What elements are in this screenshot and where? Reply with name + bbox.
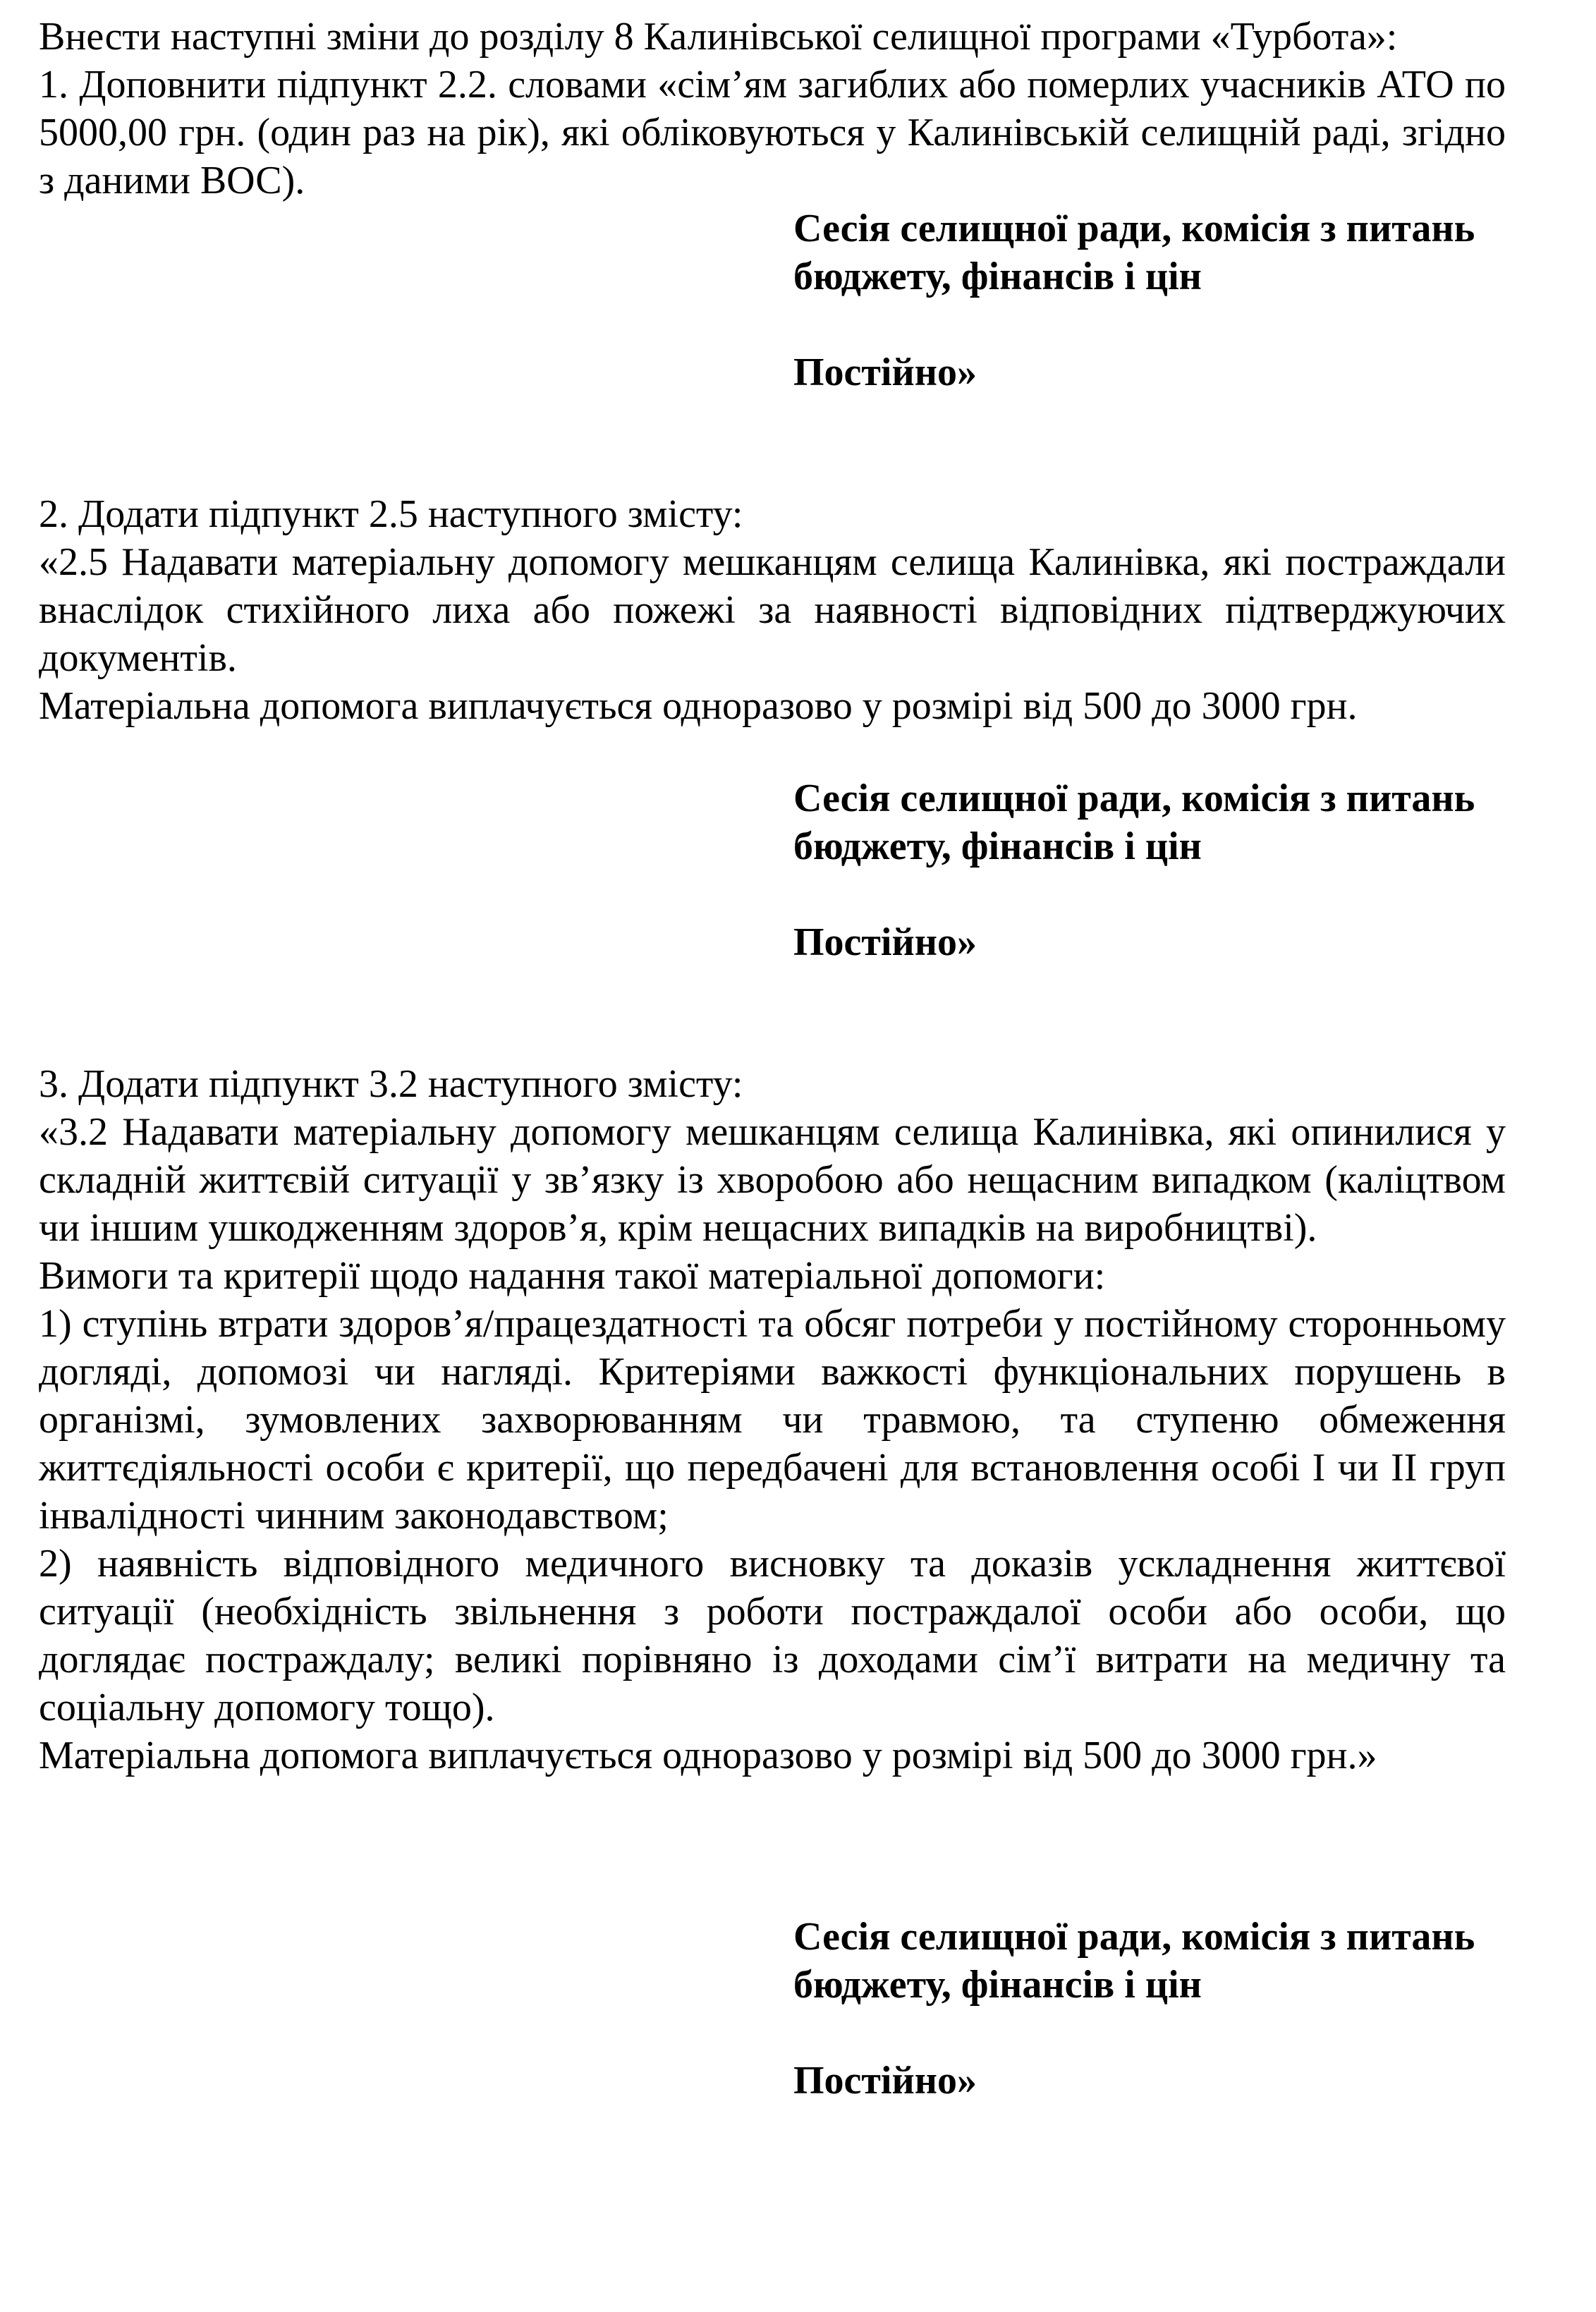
item-3-criterion-2: 2) наявність відповідного медичного висновку та доказів ускладнення життєвої ситуації (необхідність звільнення з роботи постраждалої особи або особи, що доглядає постраждалу; великі порівняно із доходами сім’ї витрати на медичну та соціальну допомогу тощо).	[39, 1542, 1506, 1729]
item-3-criteria-heading: Вимоги та критерії щодо надання такої матеріальної допомоги:	[39, 1254, 1106, 1298]
item-2-body: «2.5 Надавати матеріальну допомогу мешканцям селища Калинівка, які постраждали внаслідок стихійного лиха або пожежі за наявності відповідних підтверджуючих документів.	[39, 540, 1506, 680]
term-label: Постійно»	[793, 2059, 977, 2103]
term-label: Постійно»	[793, 351, 977, 394]
item-3-section	[39, 1060, 1506, 1779]
responsible-block-1	[793, 205, 1506, 396]
responsible-line-1: Сесія селищної ради, комісія з питань	[793, 777, 1475, 820]
item-1-paragraph: 1. Доповнити підпункт 2.2. словами «сім’ям загиблих або померлих учасників АТО по 5000,00 грн. (один раз на рік), які обліковуються у Калинівській селищній раді, згідно з даними ВОС).	[39, 63, 1506, 202]
item-2-section	[39, 490, 1506, 730]
item-2-payment: Матеріальна допомога виплачується одноразово у розмірі від 500 до 3000 грн.	[39, 684, 1358, 728]
item-2-heading: 2. Додати підпункт 2.5 наступного змісту:	[39, 492, 743, 536]
responsible-line-2: бюджету, фінансів і цін	[793, 825, 1202, 868]
intro-section	[39, 13, 1506, 205]
item-3-heading: 3. Додати підпункт 3.2 наступного змісту:	[39, 1062, 743, 1106]
responsible-line-2: бюджету, фінансів і цін	[793, 255, 1202, 298]
term-label: Постійно»	[793, 920, 977, 964]
responsible-block-2	[793, 774, 1506, 966]
responsible-block-3	[793, 1913, 1506, 2105]
responsible-line-1: Сесія селищної ради, комісія з питань	[793, 207, 1475, 250]
item-3-body: «3.2 Надавати матеріальну допомогу мешканцям селища Калинівка, які опинилися у складній життєвій ситуації у зв’язку із хворобою або нещасним випадком (каліцтвом чи іншим ушкодженням здоров’я, крім нещасних випадків на виробництві).	[39, 1110, 1506, 1250]
intro-paragraph: Внести наступні зміни до розділу 8 Калинівської селищної програми «Турбота»:	[39, 15, 1398, 59]
item-3-criterion-1: 1) ступінь втрати здоров’я/працездатності та обсяг потреби у постійному сторонньому догляді, допомозі чи нагляді. Критеріями важкості функціональних порушень в організмі, зумовлених захворюванням чи травмою, та ступеню обмеження життєдіяльності особи є критерії, що передбачені для встановлення особі I чи II груп інвалідності чинним законодавством;	[39, 1302, 1506, 1538]
item-3-payment: Матеріальна допомога виплачується одноразово у розмірі від 500 до 3000 грн.»	[39, 1734, 1377, 1777]
responsible-line-2: бюджету, фінансів і цін	[793, 1963, 1202, 2007]
responsible-line-1: Сесія селищної ради, комісія з питань	[793, 1915, 1475, 1959]
